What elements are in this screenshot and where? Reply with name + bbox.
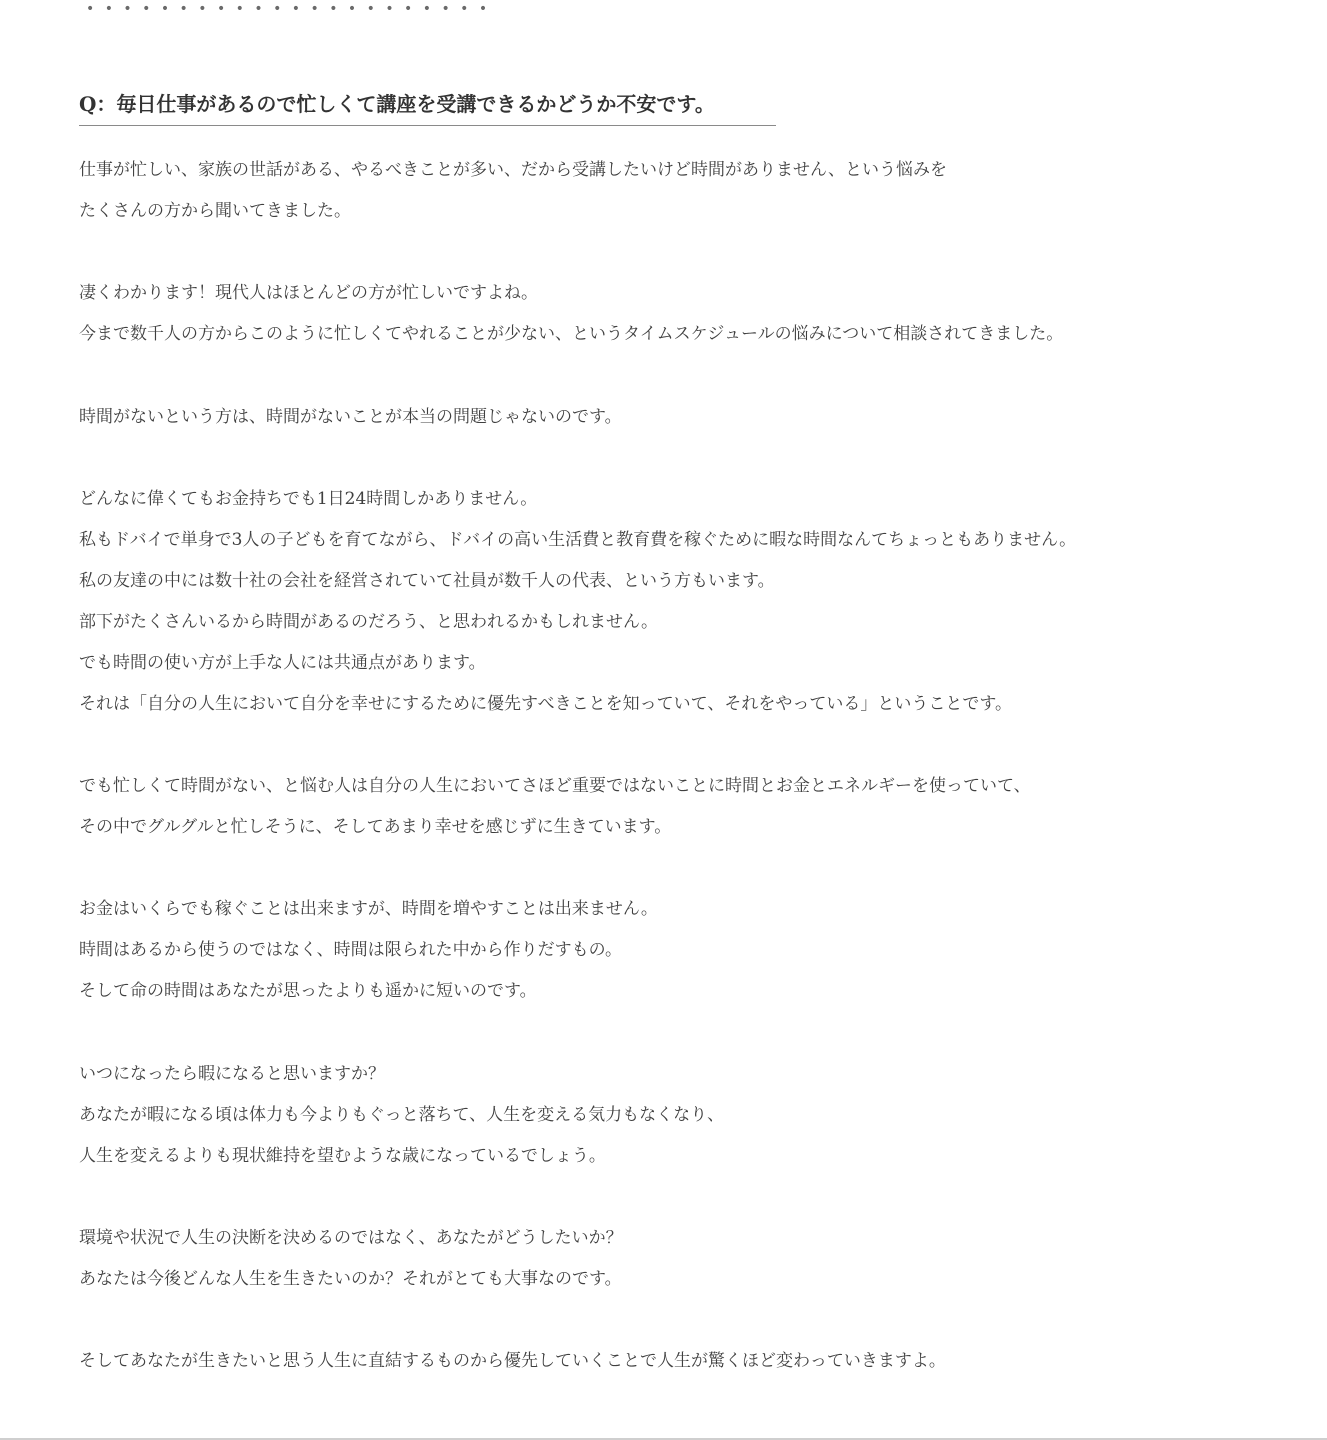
text-line: 環境や状況で人生の決断を決めるのではなく、あなたがどうしたいか？ [79, 1228, 623, 1249]
text-line: でも忙しくて時間がない、と悩む人は自分の人生においてさほど重要ではないことに時間とお金とエネルギーを使っていて、 [79, 776, 1031, 797]
paragraph [79, 397, 1259, 438]
text-line: 時間がないという方は、時間がないことが本当の問題じゃないのです。 [79, 406, 622, 427]
text-line: そしてあなたが生きたいと思う人生に直結するものから優先していくことで人生が驚くほど変わっていきますよ。 [79, 1351, 946, 1372]
text-line: 時間はあるから使うのではなく、時間は限られた中から作りだすもの。 [79, 940, 622, 961]
text-line: 凄くわかります！現代人はほとんどの方が忙しいですよね。 [79, 283, 538, 304]
paragraph [79, 150, 1259, 232]
text-line: それは「自分の人生において自分を幸せにするために優先すべきことを知っていて、それをやっている」ということです。 [79, 693, 1012, 714]
text-line: あなたは今後どんな人生を生きたいのか？それがとても大事なのです。 [79, 1269, 622, 1290]
text-line: 人生を変えるよりも現状維持を望むような歳になっているでしょう。 [79, 1145, 606, 1166]
answer-body [79, 150, 1259, 1382]
paragraph [79, 1054, 1259, 1177]
paragraph [79, 889, 1259, 1012]
text-line: 今まで数千人の方からこのように忙しくてやれることが少ない、というタイムスケジュールの悩みについて相談されてきました。 [79, 324, 1064, 345]
text-line: でも時間の使い方が上手な人には共通点があります。 [79, 652, 486, 673]
paragraph [79, 766, 1259, 848]
text-line: あなたが暇になる頃は体力も今よりもぐっと落ちて、人生を変える気力もなくなり、 [79, 1104, 725, 1125]
text-line: どんなに偉くてもお金持ちでも1日24時間しかありません。 [79, 488, 538, 509]
question-heading: Q：毎日仕事があるので忙しくて講座を受講できるかどうか不安です。 [79, 89, 776, 126]
text-line: お金はいくらでも稼ぐことは出来ますが、時間を増やすことは出来ません。 [79, 899, 658, 920]
text-line: その中でグルグルと忙しそうに、そしてあまり幸せを感じずに生きています。 [79, 817, 672, 838]
text-line: そして命の時間はあなたが思ったよりも遥かに短いのです。 [79, 981, 537, 1002]
paragraph [79, 273, 1259, 355]
text-line: 仕事が忙しい、家族の世話がある、やるべきことが多い、だから受講したいけど時間がありません、という悩みを [79, 160, 948, 180]
paragraph [79, 1218, 1259, 1300]
paragraph [79, 1341, 1259, 1382]
text-line: たくさんの方から聞いてきました。 [79, 201, 351, 221]
text-line: 私の友達の中には数十社の会社を経営されていて社員が数千人の代表、という方もいます。 [79, 570, 775, 591]
paragraph [79, 479, 1259, 725]
text-line: いつになったら暇になると思いますか？ [79, 1063, 385, 1084]
decorative-dots: • • • • • • • • • • • • • • • • • • • • • • [86, 1, 491, 17]
text-line: 私もドバイで単身で3人の子どもを育てながら、ドバイの高い生活費と教育費を稼ぐために暇な時間なんてちょっともありません。 [79, 529, 1077, 550]
text-line: 部下がたくさんいるから時間があるのだろう、と思われるかもしれません。 [79, 611, 659, 632]
